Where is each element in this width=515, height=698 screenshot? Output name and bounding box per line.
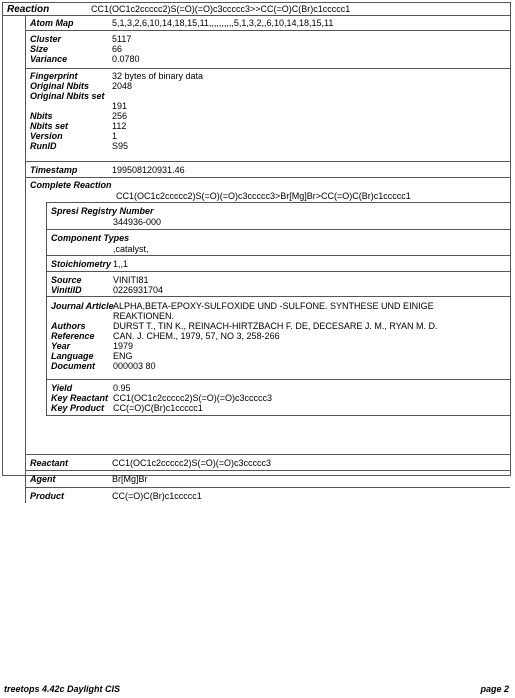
document-label: Document (51, 361, 96, 371)
source-label: Source (51, 275, 82, 285)
atom-map-section (25, 16, 510, 31)
nbits-set-value: 112 (112, 121, 127, 131)
authors-value: DURST T., TIN K., REINACH-HIRTZBACH F. DE, DECESARE J. M., RYAN M. D. (113, 321, 438, 331)
size-value: 66 (112, 44, 123, 54)
key-reactant-label: Key Reactant (51, 393, 109, 403)
language-value: ENG (113, 351, 133, 361)
spresi-section (46, 202, 510, 230)
reaction-label: Reaction (7, 4, 50, 15)
runid-value: S95 (112, 141, 129, 151)
authors-label: Authors (51, 321, 86, 331)
complete-reaction-label: Complete Reaction (30, 180, 112, 190)
reference-label: Reference (51, 331, 95, 341)
original-nbits-set-label: Original Nbits set (30, 91, 105, 101)
original-nbits-set-value: 191 (112, 101, 128, 111)
product-label: Product (30, 491, 65, 501)
stoichiometry-section (46, 256, 510, 272)
yield-value: 0.95 (113, 383, 131, 393)
yield-label: Yield (51, 383, 73, 393)
timestamp-value: 199508120931.46 (112, 165, 185, 175)
footer-page-number: page 2 (480, 684, 509, 694)
atom-map-label: Atom Map (30, 18, 74, 28)
reaction-value: CC1(OC1c2ccccc2)S(=O)(=O)c3ccccc3>>CC(=O)C(Br)c1ccccc1 (91, 4, 351, 14)
timestamp-section (25, 162, 510, 178)
original-nbits-label: Original Nbits (30, 81, 90, 91)
runid-label: RunID (30, 141, 57, 151)
vinitiid-label: VinitiID (51, 285, 82, 295)
stoichiometry-label: Stoichiometry (51, 259, 112, 269)
variance-value: 0.0780 (112, 54, 140, 64)
fingerprint-section (25, 69, 510, 162)
nbits-label: Nbits (30, 111, 53, 121)
reactant-section (25, 454, 510, 471)
agent-section (25, 471, 510, 488)
key-reactant-value: CC1(OC1c2ccccc2)S(=O)(=O)c3ccccc3 (113, 393, 273, 403)
complete-reaction-section (25, 178, 510, 454)
yield-section (46, 380, 510, 416)
cluster-label: Cluster (30, 34, 62, 44)
source-value: VINITI81 (113, 275, 149, 285)
size-label: Size (30, 44, 49, 54)
version-label: Version (30, 131, 63, 141)
fingerprint-label: Fingerprint (30, 71, 78, 81)
source-section (46, 272, 510, 297)
language-label: Language (51, 351, 94, 361)
product-section (25, 488, 510, 503)
variance-label: Variance (30, 54, 68, 64)
spresi-label: Spresi Registry Number (51, 206, 154, 216)
timestamp-label: Timestamp (30, 165, 78, 175)
key-product-value: CC(=O)C(Br)c1ccccc1 (113, 403, 203, 413)
reaction-row (3, 3, 510, 16)
nbits-set-label: Nbits set (30, 121, 69, 131)
reactant-label: Reactant (30, 458, 69, 468)
document-value: 000003 80 (113, 361, 156, 371)
year-value: 1979 (113, 341, 134, 351)
complete-reaction-value: CC1(OC1c2ccccc2)S(=O)(=O)c3ccccc3>Br[Mg]Br>CC(=O)C(Br)c1ccccc1 (116, 191, 411, 201)
journal-value-line1: ALPHA,BETA-EPOXY-SULFOXIDE UND -SULFONE. SYNTHESE UND EINIGE (113, 301, 434, 311)
component-types-section (46, 230, 510, 256)
agent-value: Br[Mg]Br (112, 474, 148, 484)
record-frame (2, 2, 511, 501)
stoichiometry-value: 1,,1 (113, 259, 129, 269)
original-nbits-value: 2048 (112, 81, 133, 91)
agent-label: Agent (30, 474, 56, 484)
atom-map-value: 5,1,3,2,6,10,14,18,15,11,,,,,,,,,,5,1,3,2,,6,10,14,18,15,11 (112, 18, 334, 28)
footer-left: treetops 4.42c Daylight CIS (4, 684, 121, 694)
cluster-section (25, 31, 510, 69)
spresi-value: 344936-000 (113, 217, 162, 227)
reference-value: CAN. J. CHEM., 1979, 57, NO 3, 258-266 (113, 331, 280, 341)
version-value: 1 (112, 131, 118, 141)
component-types-value: ,catalyst, (113, 244, 149, 254)
reactant-value: CC1(OC1c2ccccc2)S(=O)(=O)c3ccccc3 (112, 458, 272, 468)
year-label: Year (51, 341, 71, 351)
journal-value-line2: REAKTIONEN. (113, 311, 175, 321)
vinitiid-value: 0226931704 (113, 285, 164, 295)
fingerprint-value: 32 bytes of binary data (112, 71, 204, 81)
journal-section (46, 297, 510, 380)
product-value: CC(=O)C(Br)c1ccccc1 (112, 491, 202, 501)
key-product-label: Key Product (51, 403, 105, 413)
cluster-value: 5117 (112, 34, 132, 44)
component-types-label: Component Types (51, 233, 130, 243)
journal-label: Journal Article (51, 301, 114, 311)
nbits-value: 256 (112, 111, 128, 121)
